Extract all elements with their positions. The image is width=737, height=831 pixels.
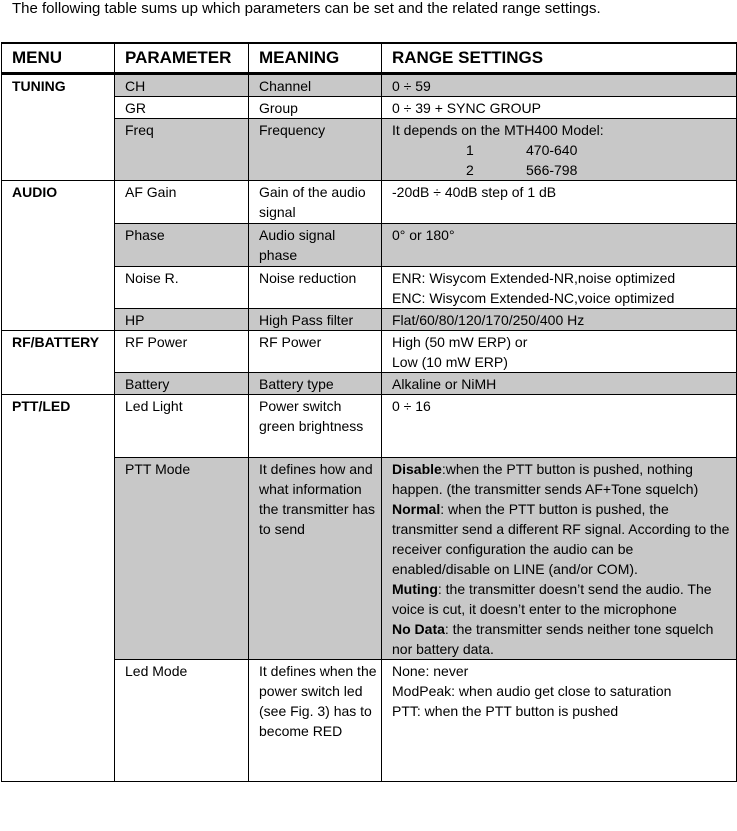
meaning-gr: Group [249, 97, 382, 119]
range-noise-line1: ENR: Wisycom Extended-NR,noise optimized [392, 270, 676, 286]
header-menu: MENU [2, 43, 115, 74]
header-meaning: MEANING [249, 43, 382, 74]
freq-band-2: 566-798 [526, 162, 578, 178]
param-afgain: AF Gain [115, 181, 249, 224]
param-phase: Phase [115, 224, 249, 267]
param-freq: Freq [115, 119, 249, 181]
range-gr: 0 ÷ 39 + SYNC GROUP [382, 97, 737, 119]
range-ledmode-line3: PTT: when the PTT button is pushed [392, 703, 619, 719]
ptt-disable-text: :when the PTT button is pushed, nothing happen. (the transmitter sends AF+Tone squelch) [392, 461, 699, 497]
meaning-phase: Audio signal phase [249, 224, 382, 267]
range-noise-line2: ENC: Wisycom Extended-NC,voice optimized [392, 290, 675, 306]
range-ledlight: 0 ÷ 16 [382, 395, 737, 458]
menu-tuning: TUNING [2, 74, 115, 181]
param-ch: CH [115, 74, 249, 97]
meaning-pttmode: It defines how and what information the transmitter has to send [249, 458, 382, 660]
intro-text: The following table sums up which parameters can be set and the related range settings. [12, 0, 601, 17]
header-range-settings: RANGE SETTINGS [382, 43, 737, 74]
ptt-normal-text: : when the PTT button is pushed, the transmitter send a different RF signal. According to the receiver configuration the audio can be enabled/disable on LINE (and/or COM). [392, 501, 730, 577]
range-afgain: -20dB ÷ 40dB step of 1 dB [382, 181, 737, 224]
ptt-disable-label: Disable [392, 461, 442, 477]
header-parameter: PARAMETER [115, 43, 249, 74]
range-phase: 0° or 180° [382, 224, 737, 267]
range-pttmode [382, 458, 737, 660]
meaning-noise: Noise reduction [249, 267, 382, 309]
range-ch: 0 ÷ 59 [382, 74, 737, 97]
param-gr: GR [115, 97, 249, 119]
param-ledlight: Led Light [115, 395, 249, 458]
range-ledmode-line2: ModPeak: when audio get close to saturation [392, 683, 672, 699]
param-ledmode: Led Mode [115, 660, 249, 782]
range-ledmode-line1: None: never [392, 663, 469, 679]
ptt-muting-label: Muting [392, 581, 438, 597]
ptt-nodata-label: No Data [392, 621, 445, 637]
param-noise: Noise R. [115, 267, 249, 309]
meaning-ledmode: It defines when the power switch led (see Fig. 3) has to become RED [249, 660, 382, 782]
range-rfpower-line1: High (50 mW ERP) or [392, 334, 528, 350]
param-hp: HP [115, 309, 249, 331]
meaning-rfpower: RF Power [249, 331, 382, 373]
meaning-ledlight: Power switch green brightness [249, 395, 382, 458]
meaning-freq: Frequency [249, 119, 382, 181]
range-ledmode [382, 660, 737, 782]
ptt-nodata-text: : the transmitter sends neither tone squelch nor battery data. [392, 621, 714, 657]
meaning-ch: Channel [249, 74, 382, 97]
range-battery: Alkaline or NiMH [382, 373, 737, 395]
menu-audio: AUDIO [2, 181, 115, 331]
range-noise [382, 267, 737, 309]
table-row [2, 395, 737, 458]
range-freq-line1: It depends on the MTH400 Model: [392, 122, 604, 138]
param-rfpower: RF Power [115, 331, 249, 373]
header-row [2, 43, 737, 74]
range-rfpower-line2: Low (10 mW ERP) [392, 354, 508, 370]
menu-rf-battery: RF/BATTERY [2, 331, 115, 395]
meaning-hp: High Pass filter [249, 309, 382, 331]
table-row [2, 331, 737, 373]
meaning-battery: Battery type [249, 373, 382, 395]
parameters-table [1, 42, 737, 782]
ptt-muting-text: : the transmitter doesn’t send the audio. The voice is cut, it doesn’t enter to the microphone [392, 581, 712, 617]
freq-band-1: 470-640 [526, 142, 578, 158]
table-row [2, 181, 737, 224]
ptt-normal-label: Normal [392, 501, 441, 517]
meaning-afgain: Gain of the audio signal [249, 181, 382, 224]
freq-model-2: 2 [466, 162, 474, 178]
param-pttmode: PTT Mode [115, 458, 249, 660]
freq-model-1: 1 [466, 142, 474, 158]
range-freq [382, 119, 737, 181]
menu-ptt-led: PTT/LED [2, 395, 115, 782]
range-hp: Flat/60/80/120/170/250/400 Hz [382, 309, 737, 331]
table-row [2, 74, 737, 97]
param-battery: Battery [115, 373, 249, 395]
range-rfpower [382, 331, 737, 373]
